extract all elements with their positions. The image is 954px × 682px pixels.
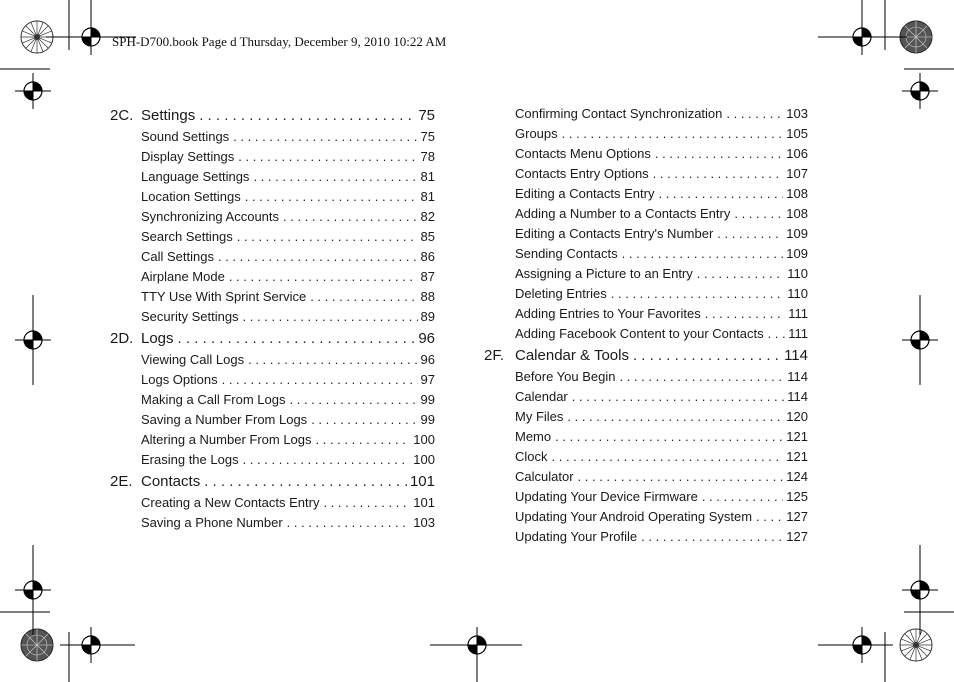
toc-entry-creating-a-new-contacts-entry[interactable] [110, 493, 435, 513]
toc-entry-location-settings[interactable] [110, 187, 435, 207]
toc-title: Calendar [515, 389, 568, 404]
toc-page-number: 89 [420, 309, 435, 324]
toc-left-column [110, 104, 435, 533]
toc-entry-contacts-menu-options[interactable] [484, 144, 808, 164]
toc-dot-leader [178, 327, 416, 350]
toc-page-number: 106 [786, 146, 808, 161]
toc-entry-updating-your-android-operating-system[interactable] [484, 507, 808, 527]
toc-page-number: 127 [786, 509, 808, 524]
toc-page-number: 114 [787, 369, 808, 384]
toc-page-number: 114 [787, 389, 808, 404]
toc-dot-leader [619, 367, 784, 387]
toc-dot-leader [734, 204, 783, 224]
toc-page-number: 86 [420, 249, 435, 264]
toc-title: Editing a Contacts Entry's Number [515, 226, 714, 241]
toc-title: Memo [515, 429, 552, 444]
toc-title: Making a Call From Logs [141, 392, 286, 407]
toc-page-number: 101 [413, 495, 435, 510]
toc-dot-leader [222, 370, 418, 390]
toc-entry-clock[interactable] [484, 447, 808, 467]
toc-entry-viewing-call-logs[interactable] [110, 350, 435, 370]
toc-title: Updating Your Profile [515, 529, 638, 544]
toc-page-number: 85 [420, 229, 435, 244]
toc-page-number: 108 [786, 206, 808, 221]
toc-page-number: 121 [786, 429, 808, 444]
toc-entry-calculator[interactable] [484, 467, 808, 487]
toc-dot-leader [248, 350, 417, 370]
toc-page-number: 110 [787, 286, 808, 301]
toc-page-number: 100 [413, 432, 435, 447]
toc-page-number: 99 [420, 412, 435, 427]
toc-dot-leader [555, 427, 783, 447]
toc-dot-leader [655, 144, 783, 164]
toc-entry-adding-a-number-to-a-contacts-entry[interactable] [484, 204, 808, 224]
toc-dot-leader [622, 244, 784, 264]
toc-title: Saving a Phone Number [141, 515, 283, 530]
toc-title: Adding a Number to a Contacts Entry [515, 206, 731, 221]
toc-entry-updating-your-profile[interactable] [484, 527, 808, 547]
toc-entry-groups[interactable] [484, 124, 808, 144]
toc-title: Contacts Menu Options [515, 146, 651, 161]
toc-entry-tty-use-with-sprint-service[interactable] [110, 287, 435, 307]
toc-dot-leader [253, 167, 417, 187]
toc-dot-leader [705, 304, 786, 324]
toc-entry-saving-a-phone-number[interactable] [110, 513, 435, 533]
toc-dot-leader [768, 324, 786, 344]
toc-title: Calculator [515, 469, 574, 484]
toc-dot-leader [316, 430, 411, 450]
toc-page-number: 78 [420, 149, 435, 164]
toc-title: Clock [515, 449, 548, 464]
toc-title: Location Settings [141, 189, 241, 204]
toc-page-number: 120 [786, 409, 808, 424]
toc-dot-leader [611, 284, 784, 304]
toc-title: Viewing Call Logs [141, 352, 245, 367]
toc-entry-memo[interactable] [484, 427, 808, 447]
toc-title: Call Settings [141, 249, 214, 264]
toc-entry-search-settings[interactable] [110, 227, 435, 247]
toc-page-number: 87 [420, 269, 435, 284]
toc-title: Editing a Contacts Entry [515, 186, 655, 201]
toc-entry-deleting-entries[interactable] [484, 284, 808, 304]
toc-title: Sending Contacts [515, 246, 618, 261]
toc-section-logs[interactable] [110, 327, 435, 350]
toc-dot-leader [552, 447, 784, 467]
toc-title: Deleting Entries [515, 286, 607, 301]
toc-title: TTY Use With Sprint Service [141, 289, 307, 304]
toc-page-number: 81 [420, 189, 435, 204]
toc-title: Search Settings [141, 229, 233, 244]
toc-dot-leader [283, 207, 418, 227]
toc-section-number: 2C. [110, 107, 134, 124]
toc-entry-language-settings[interactable] [110, 167, 435, 187]
toc-title: Before You Begin [515, 369, 616, 384]
toc-dot-leader [311, 410, 417, 430]
toc-page-number: 107 [786, 166, 808, 181]
toc-dot-leader [237, 227, 418, 247]
toc-title: Synchronizing Accounts [141, 209, 280, 224]
toc-page-number: 110 [787, 266, 808, 281]
toc-title: Language Settings [141, 169, 250, 184]
toc-dot-leader [323, 493, 410, 513]
toc-page-number: 100 [413, 452, 435, 467]
page-header: SPH-D700.book Page d Thursday, December 9, 2010 10:22 AM [112, 34, 447, 49]
toc-page-number: 109 [786, 226, 808, 241]
toc-dot-leader [633, 344, 781, 367]
toc-page-number: 75 [418, 107, 435, 124]
toc-page-number: 127 [786, 529, 808, 544]
toc-dot-leader [726, 104, 783, 124]
toc-title: Creating a New Contacts Entry [141, 495, 320, 510]
toc-page-number: 99 [420, 392, 435, 407]
toc-dot-leader [238, 147, 417, 167]
toc-entry-security-settings[interactable] [110, 307, 435, 327]
toc-entry-assigning-a-picture-to-an-entry[interactable] [484, 264, 808, 284]
toc-entry-calendar[interactable] [484, 387, 808, 407]
toc-dot-leader [658, 184, 783, 204]
toc-entry-altering-a-number-from-logs[interactable] [110, 430, 435, 450]
toc-dot-leader [290, 390, 418, 410]
toc-dot-leader [567, 407, 783, 427]
toc-dot-leader [218, 247, 418, 267]
toc-page-number: 81 [420, 169, 435, 184]
toc-page-number: 111 [788, 306, 808, 321]
toc-page-number: 125 [786, 489, 808, 504]
toc-title: Logs [141, 330, 174, 347]
toc-entry-logs-options[interactable] [110, 370, 435, 390]
toc-entry-my-files[interactable] [484, 407, 808, 427]
toc-dot-leader [287, 513, 411, 533]
toc-title: Logs Options [141, 372, 218, 387]
toc-dot-leader [756, 507, 783, 527]
toc-section-number: 2E. [110, 473, 133, 490]
toc-title: Assigning a Picture to an Entry [515, 266, 693, 281]
toc-title: My Files [515, 409, 564, 424]
toc-title: Altering a Number From Logs [141, 432, 312, 447]
toc-page-number: 101 [409, 473, 435, 490]
toc-page-number: 108 [786, 186, 808, 201]
toc-dot-leader [233, 127, 417, 147]
toc-entry-adding-facebook-content-to-your-contacts[interactable] [484, 324, 808, 344]
toc-dot-leader [717, 224, 783, 244]
toc-title: Security Settings [141, 309, 239, 324]
toc-page-number: 114 [784, 347, 808, 364]
toc-title: Updating Your Android Operating System [515, 509, 753, 524]
toc-page-number: 124 [786, 469, 808, 484]
toc-entry-making-a-call-from-logs[interactable] [110, 390, 435, 410]
toc-dot-leader [702, 487, 783, 507]
toc-page-number: 97 [420, 372, 435, 387]
toc-entry-updating-your-device-firmware[interactable] [484, 487, 808, 507]
toc-dot-leader [697, 264, 785, 284]
toc-entry-editing-a-contacts-entry-s-number[interactable] [484, 224, 808, 244]
toc-entry-display-settings[interactable] [110, 147, 435, 167]
toc-page-number: 103 [786, 106, 808, 121]
toc-entry-airplane-mode[interactable] [110, 267, 435, 287]
toc-title: Confirming Contact Synchronization [515, 106, 723, 121]
toc-title: Adding Entries to Your Favorites [515, 306, 701, 321]
toc-dot-leader [204, 470, 407, 493]
toc-title: Updating Your Device Firmware [515, 489, 698, 504]
toc-dot-leader [562, 124, 784, 144]
toc-title: Display Settings [141, 149, 235, 164]
toc-entry-erasing-the-logs[interactable] [110, 450, 435, 470]
toc-dot-leader [310, 287, 417, 307]
toc-dot-leader [578, 467, 784, 487]
toc-dot-leader [653, 164, 784, 184]
toc-title: Groups [515, 126, 558, 141]
toc-dot-leader [243, 450, 411, 470]
toc-entry-sending-contacts[interactable] [484, 244, 808, 264]
toc-section-calendar-and-tools[interactable] [484, 344, 808, 367]
toc-section-number: 2F. [484, 347, 505, 364]
toc-title: Sound Settings [141, 129, 230, 144]
toc-dot-leader [229, 267, 418, 287]
toc-entry-adding-entries-to-your-favorites[interactable] [484, 304, 808, 324]
toc-dot-leader [641, 527, 783, 547]
toc-title: Erasing the Logs [141, 452, 239, 467]
toc-entry-contacts-entry-options[interactable] [484, 164, 808, 184]
toc-page-number: 82 [420, 209, 435, 224]
toc-title: Calendar & Tools [515, 347, 629, 364]
toc-page-number: 105 [786, 126, 808, 141]
toc-dot-leader [243, 307, 418, 327]
toc-page-number: 109 [786, 246, 808, 261]
toc-page-number: 96 [418, 330, 435, 347]
toc-entry-call-settings[interactable] [110, 247, 435, 267]
toc-title: Contacts [141, 473, 201, 490]
toc-title: Contacts Entry Options [515, 166, 649, 181]
toc-title: Airplane Mode [141, 269, 225, 284]
toc-dot-leader [199, 104, 415, 127]
toc-page-number: 88 [420, 289, 435, 304]
toc-dot-leader [572, 387, 785, 407]
toc-page-number: 75 [420, 129, 435, 144]
toc-entry-synchronizing-accounts[interactable] [110, 207, 435, 227]
toc-title: Adding Facebook Content to your Contacts [515, 326, 764, 341]
toc-entry-saving-a-number-from-logs[interactable] [110, 410, 435, 430]
toc-entry-sound-settings[interactable] [110, 127, 435, 147]
toc-entry-confirming-contact-synchronization[interactable] [484, 104, 808, 124]
toc-section-number: 2D. [110, 330, 134, 347]
toc-page-number: 103 [413, 515, 435, 530]
toc-page-number: 121 [786, 449, 808, 464]
toc-section-contacts[interactable] [110, 470, 435, 493]
toc-entry-editing-a-contacts-entry[interactable] [484, 184, 808, 204]
toc-page-number: 111 [788, 326, 808, 341]
toc-section-settings[interactable] [110, 104, 435, 127]
toc-page-number: 96 [420, 352, 435, 367]
toc-title: Saving a Number From Logs [141, 412, 308, 427]
toc-dot-leader [245, 187, 418, 207]
toc-right-column [484, 104, 808, 547]
toc-entry-before-you-begin[interactable] [484, 367, 808, 387]
toc-title: Settings [141, 107, 196, 124]
